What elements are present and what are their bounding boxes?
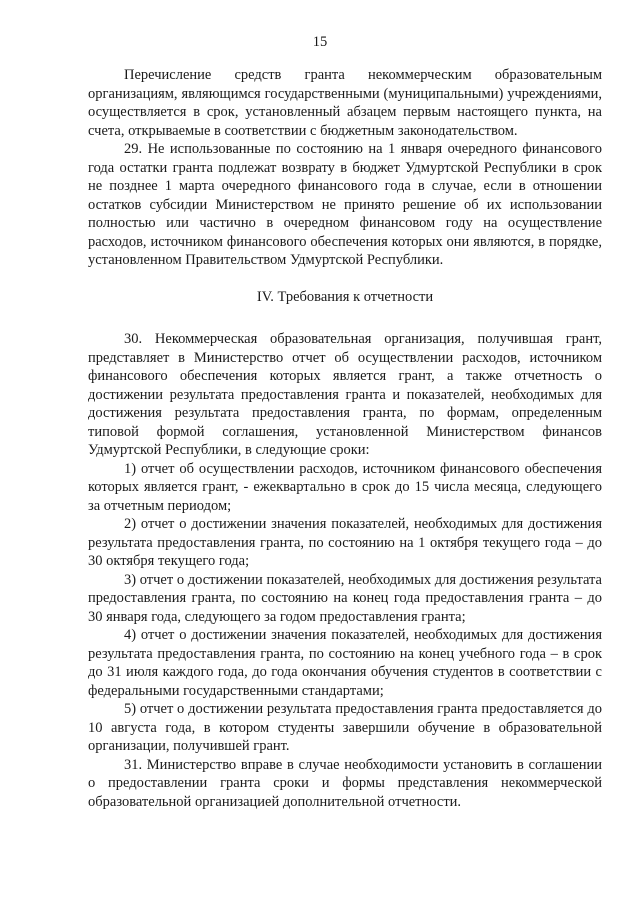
list-item-5: 5) отчет о достижении результата предоставления гранта предоставляется до 10 августа года, в котором студенты завершили обучение в образовательной организации, получившей грант. <box>88 701 602 754</box>
list-item-4: 4) отчет о достижении значения показателей, необходимых для достижения результата предоставления гранта, по состоянию на конец учебного года – в срок до 31 июля каждого года, до года окончания обучения студентов в соответствии с федеральными государственными стандартами; <box>88 627 602 699</box>
paragraph-transfer-funds: Перечисление средств гранта некоммерческим образовательным организациям, являющимся государственными (муниципальными) учреждениями, осуществляется в срок, установленный абзацем первым настоящего пункта, на счета, открываемые в соответствии с бюджетным законодательством. <box>88 67 602 139</box>
list-item-2: 2) отчет о достижении значения показателей, необходимых для достижения результата предоставления гранта, по состоянию на 1 октября текущего года – до 30 октября текущего года; <box>88 516 602 569</box>
paragraph-29: 29. Не использованные по состоянию на 1 января очередного финансового года остатки гранта подлежат возврату в бюджет Удмуртской Республики в срок не позднее 1 марта очередного финансового года в случае, если в отношении остатков субсидии Министерством не принято решение об их использовании полностью или частично в очередном финансовом году на осуществление расходов, источником финансового обеспечения которых они являются, в порядке, установленном Правительством Удмуртской Республики. <box>88 141 602 268</box>
list-item-3: 3) отчет о достижении показателей, необходимых для достижения результата предоставления гранта, по состоянию на конец года предоставления гранта – до 30 января года, следующего за годом предоставления гранта; <box>88 571 602 625</box>
paragraph-31: 31. Министерство вправе в случае необходимости установить в соглашении о предоставлении гранта сроки и формы представления некоммерческой образовательной организацией дополнительной отчетности. <box>88 756 602 810</box>
section-heading: IV. Требования к отчетности <box>256 288 434 305</box>
page-number: 15 <box>312 34 328 50</box>
list-item-1: 1) отчет об осуществлении расходов, источником финансового обеспечения которых является грант, - ежеквартально в срок до 15 числа месяца, следующего за отчетным периодом; <box>88 460 602 514</box>
paragraph-30: 30. Некоммерческая образовательная организация, получившая грант, представляет в Министерство отчет об осуществлении расходов, источником финансового обеспечения которых является грант, а также отчетность о достижении результата предоставления гранта и показателей, необходимых для достижения результата предоставления гранта, по формам, определенным типовой формой соглашения, установленной Министерством финансов Удмуртской Республики, в следующие сроки: <box>88 331 602 458</box>
document-body <box>88 66 602 811</box>
